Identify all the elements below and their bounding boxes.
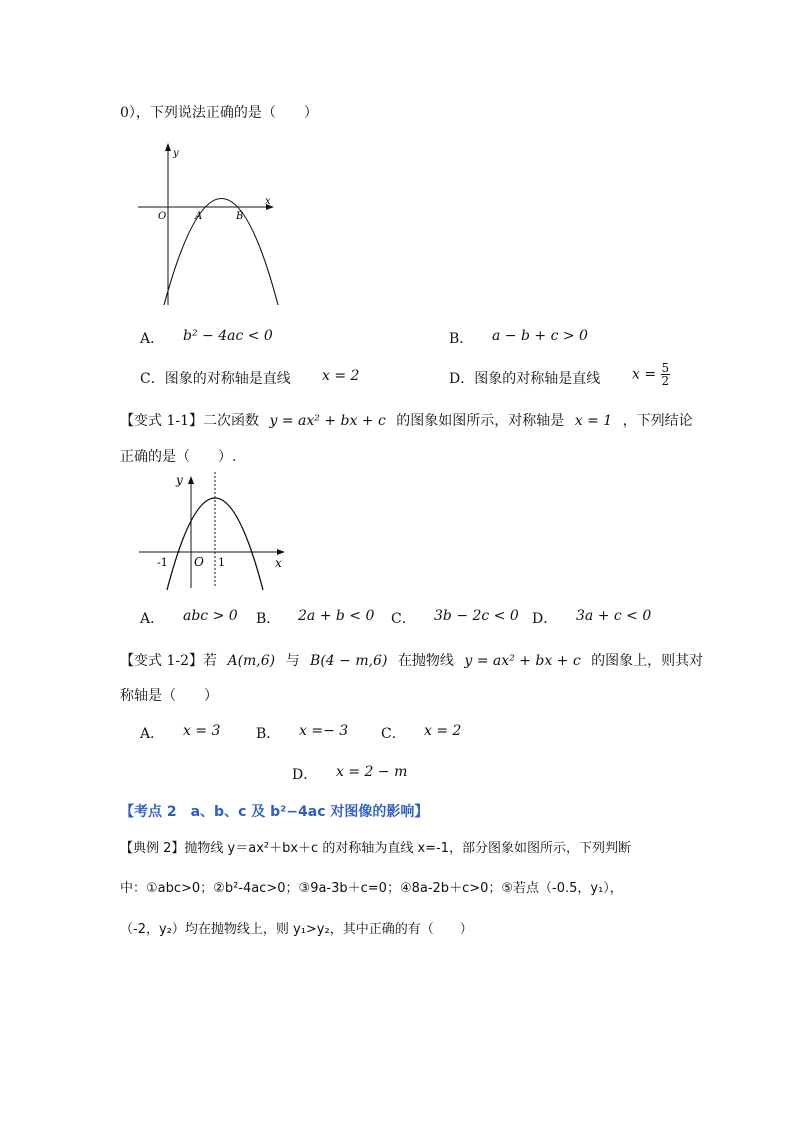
v12-point-b: B(4 − m,6) — [310, 653, 388, 669]
v11-label-neg1: -1 — [157, 556, 168, 569]
ex2-line1: 【典例 2】抛物线 y＝ax²＋bx＋c 的对称轴为直线 x=-1，部分图象如图所示，下列判断 — [120, 841, 632, 856]
q1-label-origin: O — [158, 211, 167, 222]
v12-mid: 在抛物线 — [397, 653, 454, 669]
v11-line1 — [120, 410, 693, 430]
v11-option-d-letter: D． — [532, 611, 558, 627]
q1-parabola-curve — [164, 199, 278, 306]
q1-option-c-text: C．图象的对称轴是直线 — [140, 371, 291, 387]
q1-option-d-numerator: 5 — [661, 361, 670, 375]
v12-suffix: 的图象上，则其对 — [591, 653, 704, 669]
v12-option-a-letter: A． — [140, 726, 165, 742]
v12-option-d-letter: D． — [292, 767, 318, 783]
section2-heading: 【考点 2 a、b、c 及 b²−4ac 对图像的影响】 — [120, 804, 429, 820]
q1-stem-tail: 0），下列说法正确的是（ ） — [120, 105, 318, 121]
q1-option-d-fraction — [661, 362, 671, 387]
v12-and: 与 — [285, 653, 300, 669]
v11-parabola-graph — [135, 470, 295, 595]
ex2-line3: （-2，y₂）均在抛物线上，则 y₁>y₂，其中正确的有（ ） — [120, 922, 473, 937]
v11-option-a-expr: abc > 0 — [183, 608, 238, 624]
q1-label-B: B — [236, 211, 244, 222]
v11-option-d-expr: 3a + c < 0 — [576, 608, 652, 624]
v11-prefix: 【变式 1-1】二次函数 — [120, 413, 259, 429]
v12-option-b-expr: x =− 3 — [299, 723, 349, 739]
v11-label-y: y — [176, 473, 183, 487]
v11-option-a-letter: A． — [140, 611, 165, 627]
q1-option-a-expr: b² − 4ac < 0 — [183, 328, 273, 344]
q1-option-c-expr: x = 2 — [322, 368, 360, 384]
v11-option-b-expr: 2a + b < 0 — [298, 608, 375, 624]
q1-option-b-expr: a − b + c > 0 — [492, 328, 588, 344]
v12-option-a-expr: x = 3 — [183, 723, 221, 739]
v11-x-arrow — [277, 549, 285, 555]
q1-label-A: A — [195, 211, 203, 222]
v12-line2: 称轴是（ ） — [120, 688, 218, 704]
v11-y-arrow — [188, 476, 194, 484]
v12-prefix: 【变式 1-2】若 — [120, 653, 217, 669]
q1-option-d-lhs: x = — [632, 366, 657, 383]
q1-parabola-graph — [130, 140, 280, 310]
v11-function: y = ax² + bx + c — [269, 413, 386, 429]
v12-function: y = ax² + bx + c — [464, 653, 581, 669]
q1-option-d-text: D．图象的对称轴是直线 — [449, 371, 601, 387]
v12-line1 — [120, 650, 703, 670]
v11-label-x: x — [275, 556, 282, 570]
q1-option-b-letter: B． — [449, 331, 474, 347]
v11-line2: 正确的是（ ）. — [120, 449, 237, 465]
q1-option-d-expr — [632, 362, 670, 387]
ex2-line2: 中：①abc>0；②b²-4ac>0；③9a-3b＋c=0；④8a-2b＋c>0；⑤若点（-0.5，y₁）， — [120, 881, 623, 896]
v11-suffix: ，下列结论 — [622, 413, 693, 429]
v11-axis: x = 1 — [574, 413, 613, 429]
v11-option-b-letter: B． — [256, 611, 281, 627]
v11-option-c-expr: 3b − 2c < 0 — [434, 608, 519, 624]
v11-label-origin: O — [194, 555, 204, 569]
q1-option-d-denominator: 2 — [661, 374, 670, 388]
v12-option-c-letter: C． — [381, 726, 406, 742]
v12-option-d-expr: x = 2 − m — [336, 764, 408, 780]
v12-point-a: A(m,6) — [227, 653, 276, 669]
q1-y-arrow — [165, 143, 171, 151]
q1-label-y: y — [173, 148, 179, 159]
v12-option-c-expr: x = 2 — [424, 723, 462, 739]
v11-option-c-letter: C． — [391, 611, 416, 627]
q1-option-a-letter: A． — [140, 331, 165, 347]
v12-option-b-letter: B． — [256, 726, 281, 742]
q1-label-x: x — [265, 196, 271, 207]
v11-mid: 的图象如图所示，对称轴是 — [396, 413, 565, 429]
v11-label-one: 1 — [218, 556, 225, 569]
